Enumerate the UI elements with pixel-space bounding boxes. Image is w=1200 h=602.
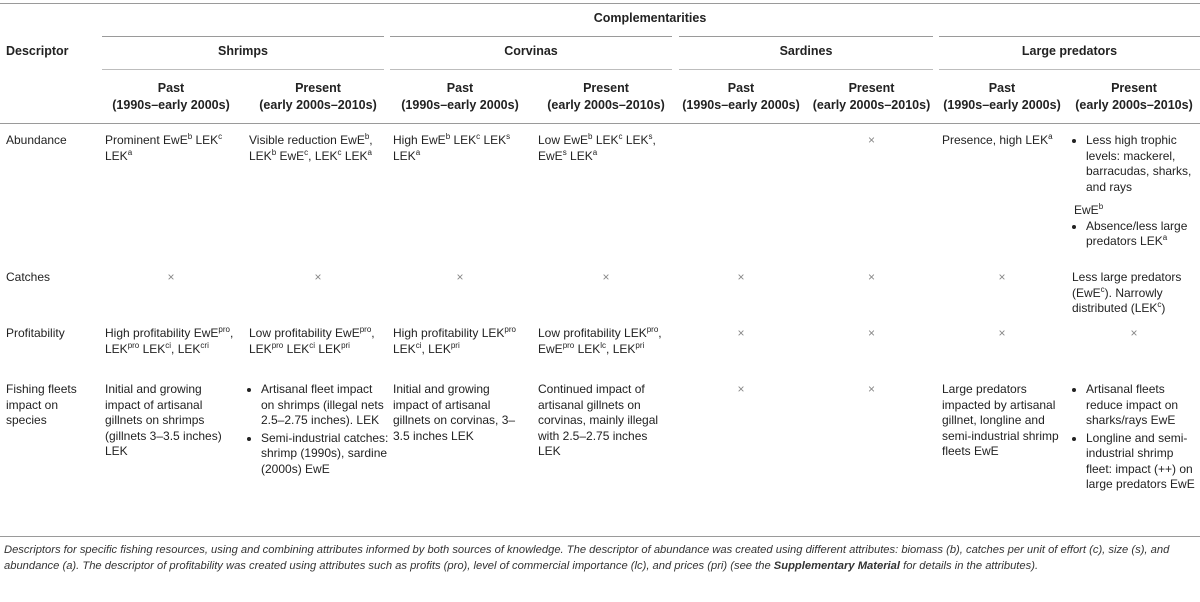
cross-mark: × (998, 270, 1006, 284)
period-range: (1990s–early 2000s) (943, 98, 1061, 112)
period-label: Present (848, 81, 895, 95)
subheader-predators-past (937, 80, 1067, 114)
period-range: (early 2000s–2010s) (547, 98, 665, 112)
cell-profitability-shrimps-past: High profitability EwE$^{pro}$, $LEK^{pro}$ $LEK^{ci}$, $LEK^{cri}$ (105, 325, 234, 356)
cross-mark: × (737, 382, 745, 396)
subgroup-rule-shrimps (102, 69, 384, 70)
period-range: (early 2000s–2010s) (1075, 98, 1193, 112)
cell-abundance-predators-present: • Less high trophic levels: mackerel, barracudas, sharks, and rays EwE$^b$ • Absence/less large predators LEK$^a$ (1074, 133, 1198, 252)
cross-mark: × (602, 270, 610, 284)
cell-profitability-shrimps-present: Low profitability EwE$^{pro}$, $LEK^{pro}$ $LEK^{ci}$ $LEK^{pri}$ (249, 325, 375, 356)
cross-mark: × (867, 326, 875, 340)
table-top-rule (0, 3, 1200, 4)
group-rule-large-predators (939, 36, 1200, 37)
cell-abundance-corvinas-present: Low EwE$^b$ LEK$^c$ LEK$^s$, EwE$^s$ LEK$^a$ (538, 132, 656, 163)
cell-fleets-shrimps-present (249, 382, 389, 479)
cross-mark: × (737, 270, 745, 284)
period-range: (early 2000s–2010s) (259, 98, 377, 112)
group-rule-sardines (679, 36, 933, 37)
cell-profitability-corvinas-present: Low profitability $LEK^{pro}$, EwE$^{pro}$ $LEK^{lc}$, $LEK^{pri}$ (538, 325, 662, 356)
cross-mark: × (456, 270, 464, 284)
cell-fleets-predators-present (1074, 382, 1198, 495)
period-range: (1990s–early 2000s) (112, 98, 230, 112)
list-item: • Semi-industrial catches: shrimp (1990s), sardine (2000s) EwE (261, 431, 389, 478)
list-item: • Less high trophic levels: mackerel, barracudas, sharks, and rays (1086, 133, 1198, 195)
period-label: Present (1111, 81, 1157, 95)
period-label: Past (157, 81, 185, 95)
cell-fleets-predators-past: Large predators impacted by artisanal gillnet, longline and semi-industrial shrimp fleets EwE (942, 382, 1059, 458)
cell-abundance-predators-past: Presence, high LEK$^a$ (942, 132, 1053, 147)
row-label-abundance: Abundance (6, 133, 67, 147)
subgroup-rule-corvinas (390, 69, 672, 70)
cell-fleets-corvinas-past: Initial and growing impact of artisanal gillnets on corvinas, 3–3.5 inches LEK (393, 382, 516, 443)
period-label: Past (446, 81, 474, 95)
group-header-shrimps: Shrimps (217, 44, 268, 58)
period-label: Past (988, 81, 1016, 95)
period-range: (1990s–early 2000s) (682, 98, 800, 112)
cell-abundance-corvinas-past: High EwE$^b$ LEK$^c$ LEK$^s$ LEK$^a$ (393, 132, 511, 163)
subgroup-rule-sardines (679, 69, 933, 70)
subheader-shrimps-present (246, 80, 390, 114)
period-label: Present (295, 81, 341, 95)
cross-mark: × (867, 133, 875, 147)
list-item: • Artisanal fleets reduce impact on sharks/rays EwE (1086, 382, 1198, 429)
cross-mark: × (867, 270, 875, 284)
subheader-sardines-past (677, 80, 805, 114)
cell-abundance-shrimps-present: Visible reduction EwE$^b$, LEK$^b$ EwE$^c$, LEK$^c$ LEK$^a$ (249, 132, 373, 163)
cross-mark: × (1130, 326, 1138, 340)
cross-mark: × (167, 270, 175, 284)
table-title: Complementarities (593, 11, 707, 25)
cell-catches-predators-present: Less large predators (EwE$^c$). Narrowly distributed (LEK$^c$) (1072, 270, 1182, 315)
row-label-catches: Catches (6, 270, 51, 284)
group-header-corvinas: Corvinas (504, 44, 558, 58)
period-range: (early 2000s–2010s) (812, 98, 931, 112)
period-label: Present (583, 81, 629, 95)
row-label-fishing-fleets: Fishing fleets impact on species (6, 382, 77, 427)
subheader-shrimps-past (102, 80, 240, 114)
group-rule-shrimps (102, 36, 384, 37)
subheader-corvinas-past (390, 80, 530, 114)
group-rule-corvinas (390, 36, 672, 37)
group-header-large-predators: Large predators (1021, 44, 1118, 58)
cell-abundance-shrimps-past: Prominent EwE$^b$ LEK$^c$ LEK$^a$ (105, 132, 223, 163)
cell-profitability-corvinas-past: High profitability $LEK^{pro}$ $LEK^{ci}$, $LEK^{pri}$ (393, 325, 516, 356)
cell-fleets-shrimps-past: Initial and growing impact of artisanal gillnets on shrimps (gillnets 3–3.5 inches) LEK (105, 382, 222, 458)
list-item: • Absence/less large predators LEK$^a$ (1086, 219, 1198, 250)
subheader-corvinas-present (535, 80, 677, 114)
cross-mark: × (998, 326, 1006, 340)
supplementary-material-link[interactable]: Supplementary Material (773, 559, 900, 572)
table-bottom-rule (0, 536, 1200, 537)
cross-mark: × (314, 270, 322, 284)
list-item: • Longline and semi-industrial shrimp fleet: impact (++) on large predators EwE (1086, 431, 1198, 493)
subheader-sardines-present (808, 80, 935, 114)
period-label: Past (727, 81, 755, 95)
row-label-profitability: Profitability (6, 326, 65, 340)
header-bottom-rule (0, 123, 1200, 124)
cross-mark: × (737, 326, 745, 340)
descriptor-header: Descriptor (6, 44, 69, 58)
subgroup-rule-large-predators (939, 69, 1200, 70)
period-range: (1990s–early 2000s) (401, 98, 519, 112)
cell-fleets-corvinas-present: Continued impact of artisanal gillnets on corvinas, mainly illegal with 2.5–2.75 inches LEK (538, 382, 659, 458)
subheader-predators-present (1070, 80, 1198, 114)
cross-mark: × (867, 382, 875, 396)
list-item: • Artisanal fleet impact on shrimps (illegal nets 2.5–2.75 inches). LEK (261, 382, 389, 429)
table-footnote: Descriptors for specific fishing resources, using and combining attributes informed by both sources of knowledge. The descriptor of abundance was created using different attributes: biomass (b), catches per unit of effort (c), size (s), and abundance (a). The descriptor of profitability was created using attributes such as profits (pro), level of commercial importance (lc), and prices (pri) (see the Supplementary Material for details in the attributes). (4, 544, 1170, 572)
group-header-sardines: Sardines (779, 44, 833, 58)
